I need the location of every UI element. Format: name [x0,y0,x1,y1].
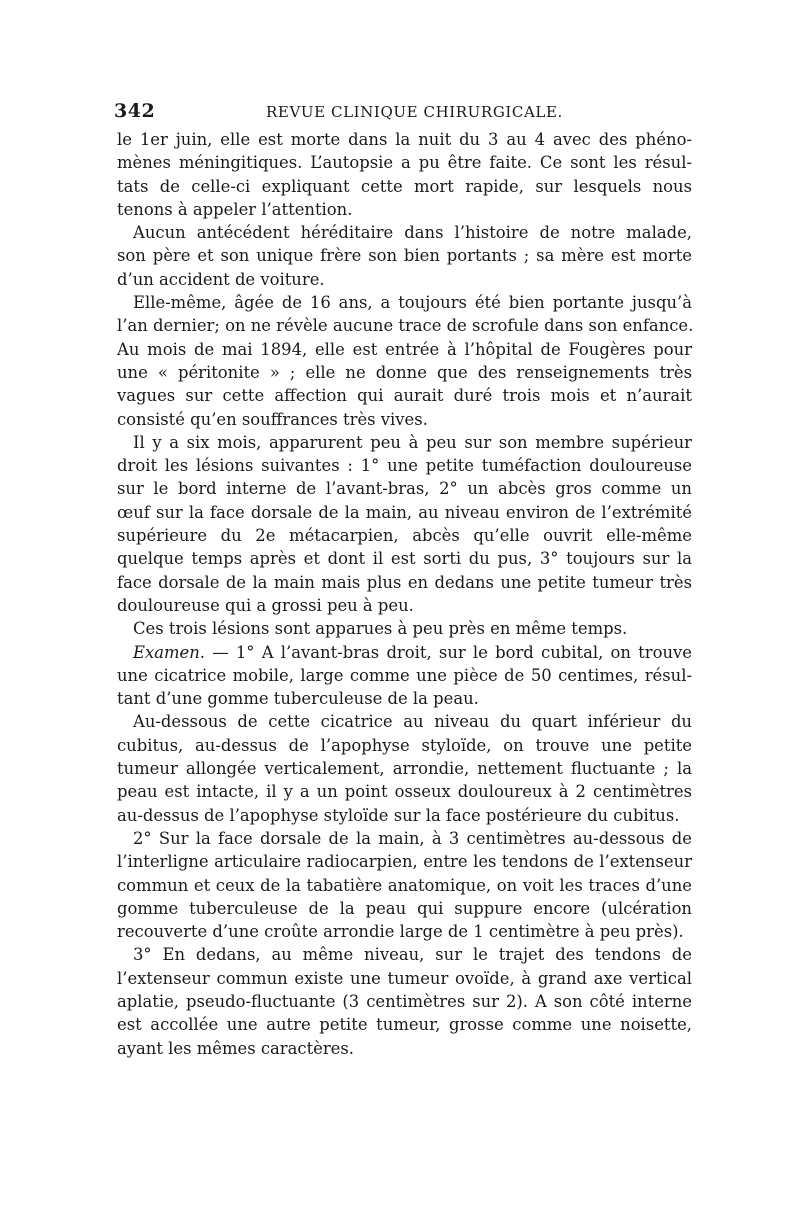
paragraph [117,641,692,711]
text-line: face dorsale de la main mais plus en dedans une petite tumeur très [117,572,692,592]
paragraph [117,291,692,431]
text-line [117,641,692,664]
text-line: droit les lésions suivantes : 1° une petite tuméfaction douloureuse [117,456,692,476]
paragraph [117,943,692,1059]
text-line: 3° En dedans, au même niveau, sur le trajet des tendons de [133,945,692,965]
text-line: Au-dessous de cette cicatrice au niveau du quart inférieur du [133,712,692,732]
text-line: tats de celle-ci expliquant cette mort rapide, sur lesquels nous [117,176,692,196]
text-line: cubitus, au-dessus de l’apophyse styloïde, on trouve une petite [117,735,692,755]
paragraph [117,431,692,617]
text-line: vagues sur cette affection qui aurait duré trois mois et n’aurait [117,386,692,406]
text-line: l’interligne articulaire radiocarpien, entre les tendons de l’extenseur [117,852,692,872]
text-line: aplatie, pseudo-fluctuante (3 centimètres sur 2). A son côté interne [117,991,692,1011]
text-line: quelque temps après et dont il est sorti du pus, 3° toujours sur la [117,549,692,569]
text-line: tumeur allongée verticalement, arrondie, nettement fluctuante ; la [117,759,692,779]
page-number: 342 [114,100,156,122]
text-line: une « péritonite » ; elle ne donne que des renseignements très [117,362,692,382]
text-line: son père et son unique frère son bien portants ; sa mère est morte [117,246,692,266]
body-text [117,128,692,1060]
text-line: sur le bord interne de l’avant-bras, 2° un abcès gros comme un [117,479,692,499]
paragraph [117,128,692,221]
text-line: au-dessus de l’apophyse styloïde sur la face postérieure du cubitus. [117,805,680,825]
text-line: Elle-même, âgée de 16 ans, a toujours été bien portante jusqu’à [133,293,692,313]
paragraph [117,221,692,291]
text-line: Il y a six mois, apparurent peu à peu sur son membre supérieur [133,432,692,452]
text-line: tenons à appeler l’attention. [117,199,353,219]
text-line: 2° Sur la face dorsale de la main, à 3 centimètres au-dessous de [133,828,692,848]
text-line: commun et ceux de la tabatière anatomique, on voit les traces d’une [117,875,692,895]
paragraph [117,710,692,826]
text-line: mènes méningitiques. L’autopsie a pu être faite. Ce sont les résul- [117,153,692,173]
text-line: une cicatrice mobile, large comme une pièce de 50 centimes, résul- [117,665,692,685]
text-line: Aucun antécédent héréditaire dans l’histoire de notre malade, [133,223,692,243]
running-head: REVUE CLINIQUE CHIRURGICALE. [266,103,563,121]
text-line: recouverte d’une croûte arrondie large de 1 centimètre à peu près). [117,922,684,942]
text-line: Au mois de mai 1894, elle est entrée à l’hôpital de Fougères pour [117,339,692,359]
text-line: est accollée une autre petite tumeur, grosse comme une noisette, [117,1015,692,1035]
section-lead: Examen. [133,642,205,662]
text-line: l’an dernier; on ne révèle aucune trace de scrofule dans son enfance. [117,316,694,336]
text-line: d’un accident de voiture. [117,269,325,289]
text-line: œuf sur la face dorsale de la main, au niveau environ de l’extrémité [117,502,692,522]
text-line: consisté qu’en souffrances très vives. [117,409,428,429]
text-line: supérieure du 2e métacarpien, abcès qu’elle ouvrit elle-même [117,526,692,546]
text-run: — 1° A l’avant-bras droit, sur le bord cubital, on trouve [205,642,692,662]
text-line: tant d’une gomme tuberculeuse de la peau. [117,689,479,709]
text-line: Ces trois lésions sont apparues à peu près en même temps. [133,619,628,639]
text-line: l’extenseur commun existe une tumeur ovoïde, à grand axe vertical [117,968,692,988]
text-line: gomme tuberculeuse de la peau qui suppure encore (ulcération [117,898,692,918]
text-line: peau est intacte, il y a un point osseux douloureux à 2 centimètres [117,782,692,802]
text-line: le 1er juin, elle est morte dans la nuit du 3 au 4 avec des phéno- [117,130,692,149]
paragraph [117,617,692,640]
text-line: douloureuse qui a grossi peu à peu. [117,595,414,615]
paragraph [117,827,692,943]
text-line: ayant les mêmes caractères. [117,1038,355,1058]
page-header [114,100,694,126]
